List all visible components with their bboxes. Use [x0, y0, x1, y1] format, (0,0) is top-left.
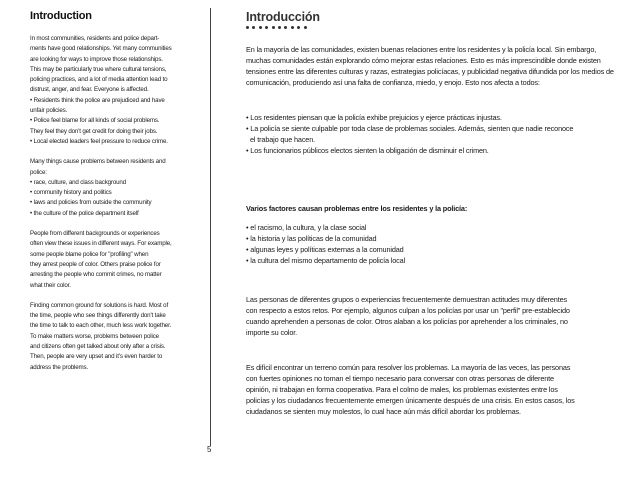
english-backgrounds-line: often view these issues in different ways. For example,	[30, 240, 172, 248]
english-intro-line: They feel they don't get credit for doing their jobs.	[30, 127, 158, 135]
spanish-causes-line: • la historia y las políticas de la comunidad	[246, 234, 377, 243]
english-intro-line: distrust, anger, and fear. Everyone is affected.	[30, 86, 149, 94]
spanish-causes-line: • algunas leyes y políticas externas a la comunidad	[246, 245, 404, 254]
spanish-common-ground-line: policías y los ciudadanos frecuentemente emergen únicamente después de una crisis. En estos casos, los	[246, 396, 575, 405]
spanish-intro-line: En la mayoría de las comunidades, existen buenas relaciones entre los residentes y la policía local. Sin embargo,	[246, 45, 597, 54]
english-causes-line: • community history and politics	[30, 189, 112, 197]
english-causes-line: • the culture of the police department itself	[30, 209, 139, 217]
spanish-backgrounds-line: Las personas de diferentes grupos o experiencias frecuentemente demuestran actitudes muy diferentes	[246, 295, 568, 304]
english-causes	[30, 157, 200, 219]
english-backgrounds-line: they arrest people of color. Others praise police for	[30, 260, 161, 268]
page-number: 5	[207, 445, 212, 454]
spanish-causes-line: • la cultura del mismo departamento de policía local	[246, 256, 406, 265]
spanish-title: Introducción	[246, 10, 320, 24]
english-intro-line: • Residents think the police are prejudiced and have	[30, 96, 165, 104]
english-intro-line: policing practices, and a lot of media attention lead to	[30, 76, 168, 84]
spanish-bullet-line: • Los funcionarios públicos electos sienten la obligación de disminuir el crimen.	[246, 146, 489, 155]
english-causes-line: • race, culture, and class background	[30, 178, 127, 186]
title-dots-divider	[246, 26, 616, 32]
english-common-ground-line: the time to talk to each other, much less work together.	[30, 322, 172, 330]
english-common-ground-line: To make matters worse, problems between police	[30, 332, 159, 340]
english-column	[30, 10, 200, 383]
column-divider	[210, 8, 211, 446]
english-backgrounds-line: what their color.	[30, 281, 71, 289]
english-intro-line: unfair policies.	[30, 107, 68, 115]
english-common-ground-line: Then, people are very upset and it's even harder to	[30, 353, 163, 361]
spanish-causes	[246, 222, 405, 266]
english-causes-line: Many things cause problems between residents and	[30, 158, 166, 166]
spanish-bullets	[246, 112, 573, 156]
english-common-ground-line: address the problems.	[30, 363, 89, 371]
english-title: Introduction	[30, 10, 92, 22]
spanish-common-ground-line: opinión, ni trabajan en forma cooperativa. Para el colmo de males, los problemas existentes entre los	[246, 385, 558, 394]
spanish-common-ground-line: con fuertes opiniones no toman el tiempo necesario para conversar con otras personas de diferente	[246, 374, 554, 383]
spanish-intro-line: comunicación, produciendo así una falta de confianza, miedo, y enojo. Esto nos afecta a todos:	[246, 78, 540, 87]
english-common-ground-line: the time, people who see things differently don't take	[30, 312, 166, 320]
english-intro-line: • Local elected leaders feel pressure to reduce crime.	[30, 137, 168, 145]
english-common-ground-line: and citizens often get talked about only after a crisis.	[30, 343, 166, 351]
spanish-bullet-line: • La policía se siente culpable por toda clase de problemas sociales. Además, sienten que nadie reconoce	[246, 124, 574, 133]
spanish-common-ground-line: ciudadanos se sienten muy molestos, lo cual hace aún más difícil abordar los problemas.	[246, 407, 521, 416]
spanish-backgrounds-line: con respecto a estos retos. Por ejemplo, algunos culpan a los policías por usar un "perfil" pre-establecido	[246, 306, 570, 315]
english-common-ground	[30, 301, 200, 373]
english-intro-line: • Police feel blame for all kinds of social problems.	[30, 117, 160, 125]
spanish-common-ground-line: Es difícil encontrar un terreno común para resolver los problemas. La mayoría de las veces, las personas	[246, 363, 571, 372]
spanish-column	[246, 10, 616, 416]
spanish-intro	[246, 44, 614, 88]
english-intro-line: ments have good relationships. Yet many communities	[30, 45, 172, 53]
english-intro-line: are looking for ways to improve those relationships.	[30, 55, 163, 63]
english-backgrounds-line: some people blame police for "profiling" when	[30, 250, 149, 258]
spanish-backgrounds	[246, 294, 570, 338]
english-backgrounds-line: arresting the people who commit crimes, no matter	[30, 271, 162, 279]
spanish-backgrounds-line: importe su color.	[246, 328, 297, 337]
spanish-bullet-line: • Los residentes piensan que la policía exhibe prejuicios y ejerce prácticas injustas.	[246, 113, 502, 122]
spanish-intro-line: muchas comunidades están explorando cómo mejorar estas relaciones. Esto es más imprescindible donde existen	[246, 56, 601, 65]
spanish-intro-line: tensiones entre las diferentes culturas y razas, estrategias policíacas, y publicidad negativa difundida por los medios de	[246, 67, 614, 76]
spanish-backgrounds-line: cuando aprehenden a personas de color. Otros alaban a los policías por aprehender a los criminales, no	[246, 317, 568, 326]
english-causes-line: police:	[30, 168, 47, 176]
english-causes-line: • laws and policies from outside the community	[30, 199, 152, 207]
spanish-common-ground	[246, 362, 575, 417]
spanish-causes-line: • el racismo, la cultura, y la clase social	[246, 223, 367, 232]
english-common-ground-line: Finding common ground for solutions is hard. Most of	[30, 301, 169, 309]
english-intro-line: This may be particularly true where cultural tensions,	[30, 65, 167, 73]
english-backgrounds	[30, 229, 200, 291]
spanish-bullet-line: el trabajo que hacen.	[250, 135, 316, 144]
english-intro-line: In most communities, residents and police depart-	[30, 35, 160, 42]
english-intro	[30, 34, 200, 147]
english-backgrounds-line: People from different backgrounds or experiences	[30, 230, 160, 238]
spanish-causes-heading: Varios factores causan problemas entre los residentes y la policía:	[246, 204, 468, 213]
